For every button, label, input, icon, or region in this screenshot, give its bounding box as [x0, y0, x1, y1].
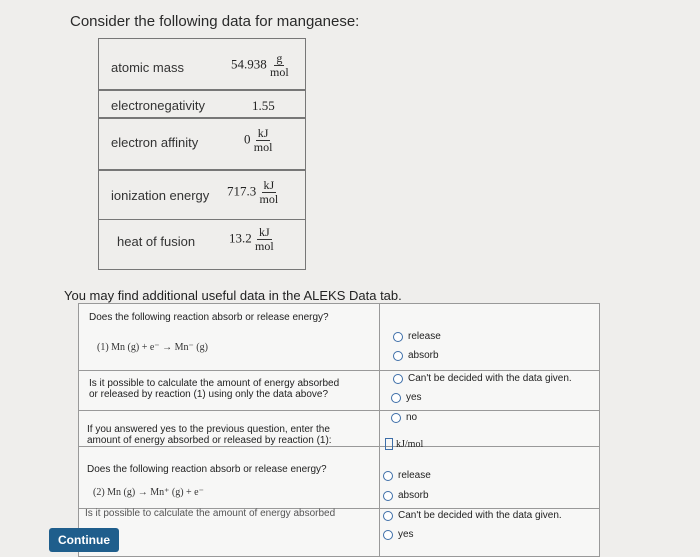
property-value: 13.2 $\frac{kJ}{\text{mol}}$	[229, 225, 274, 253]
q2-option-yes[interactable]: yes	[391, 392, 422, 403]
property-name: electronegativity	[111, 98, 205, 113]
question-4-prompt: Does the following reaction absorb or release energy?	[87, 464, 327, 475]
radio-icon[interactable]	[393, 351, 403, 361]
question-title: Consider the following data for manganese:	[70, 13, 360, 30]
question-1-prompt: Does the following reaction absorb or release energy?	[89, 312, 329, 323]
unit-fraction: $\frac{kJ}{\text{mol}}$	[253, 126, 273, 154]
question-5-prompt: Is it possible to calculate the amount of energy absorbed	[85, 508, 336, 519]
property-name: electron affinity	[111, 135, 199, 150]
radio-icon[interactable]	[393, 332, 403, 342]
radio-icon[interactable]	[383, 511, 393, 521]
question-panel	[78, 303, 600, 557]
q5-option-yes[interactable]: yes	[383, 529, 414, 540]
aleks-data-note: You may find additional useful data in the ALEKS Data tab.	[64, 288, 402, 303]
question-1	[79, 304, 599, 384]
radio-icon[interactable]	[383, 491, 393, 501]
property-row	[98, 170, 306, 220]
unit-fraction: $\frac{kJ}{\text{mol}}$	[255, 225, 274, 253]
reaction-2: (2) Mn (g) → Mn⁺ (g) + e⁻	[93, 487, 204, 498]
q1-option-absorb[interactable]: absorb	[393, 350, 439, 361]
property-row	[98, 220, 306, 270]
property-row	[98, 118, 306, 170]
property-value: 717.3 $\frac{kJ}{\text{mol}}$	[227, 178, 279, 206]
radio-icon[interactable]	[391, 393, 401, 403]
property-row	[98, 38, 306, 90]
continue-button[interactable]: Continue	[49, 528, 119, 552]
property-name: atomic mass	[111, 60, 184, 75]
q2-option-no[interactable]: no	[391, 412, 417, 423]
question-3-prompt: If you answered yes to the previous question, enter the amount of energy absorbed or released by reaction (1):	[87, 424, 332, 446]
property-row	[98, 90, 306, 118]
q4-option-cant-decide[interactable]: Can't be decided with the data given.	[383, 510, 562, 521]
property-table	[98, 38, 306, 270]
q4-option-absorb[interactable]: absorb	[383, 490, 429, 501]
unit-fraction: $\frac{kJ}{\text{mol}}$	[259, 178, 279, 206]
radio-icon[interactable]	[383, 530, 393, 540]
reaction-1: (1) Mn (g) + e⁻ → Mn⁻ (g)	[97, 342, 208, 353]
property-value: 54.938 $\frac{g}{\text{mol}}$	[231, 51, 289, 79]
energy-answer-field[interactable]: kJ/mol	[385, 438, 423, 450]
property-value: 1.55	[252, 98, 275, 113]
property-value: 0 $\frac{kJ}{\text{mol}}$	[244, 126, 273, 154]
question-2-prompt: Is it possible to calculate the amount of energy absorbed or released by reaction (1) using only the data above?	[89, 378, 340, 400]
question-2	[79, 370, 599, 411]
q1-option-cant-decide[interactable]: Can't be decided with the data given.	[393, 373, 572, 384]
q4-option-release[interactable]: release	[383, 470, 431, 481]
question-3	[79, 410, 599, 450]
radio-icon[interactable]	[383, 471, 393, 481]
property-name: ionization energy	[111, 188, 210, 203]
property-name: heat of fusion	[117, 234, 196, 249]
q1-option-release[interactable]: release	[393, 331, 441, 342]
unit-fraction: $\frac{g}{\text{mol}}$	[270, 51, 289, 79]
